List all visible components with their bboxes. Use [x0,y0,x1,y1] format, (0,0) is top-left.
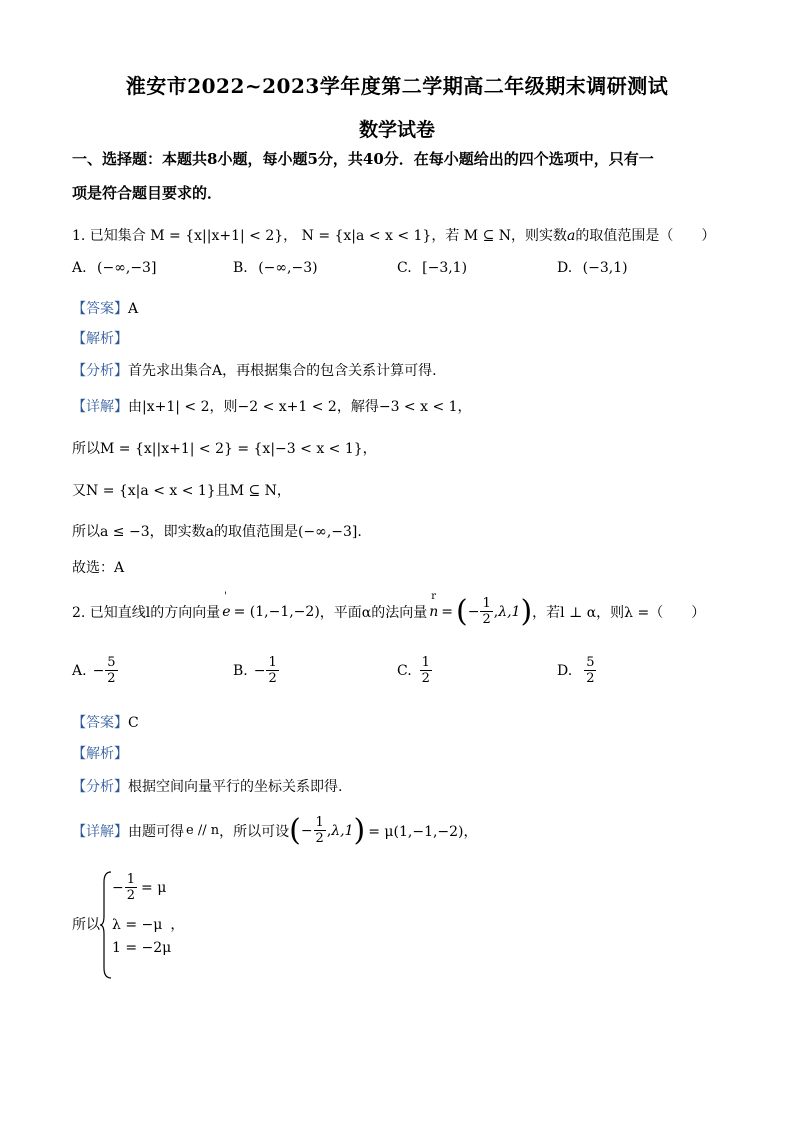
q2-answer-label: 【答案】 [72,715,128,731]
q1-answer [72,298,138,318]
q2-detail-mid: ，所以可设 [219,823,290,840]
q2-mid: ，平面α的法向量 [319,604,428,621]
q2-option-d [557,655,597,686]
q2-answer-value: C [128,715,139,731]
q2-n-rest: ,λ,1 [493,603,521,620]
q2-option-b [233,655,280,686]
q2-system-fraction: $\frac{1}{2}$ [126,872,136,903]
q1-detail-line2: 所以M = {x||x+1| < 2} = {x|−3 < x < 1}， [72,441,377,457]
q2-system [72,870,272,980]
q1-answer-label: 【答案】 [72,301,128,317]
q2-detail-prefix: 由题可得 [128,823,184,840]
q2-system-line1-rest: = μ [141,879,167,896]
q1-detail-1: 由|x+1| < 2，则−2 < x+1 < 2，解得−3 < x < 1， [128,399,472,415]
q2-option-a-sign: − [92,662,105,679]
q2-system-line2: λ = −μ ， [112,917,185,933]
left-paren-icon: ( [289,812,301,848]
q2-option-a [72,655,119,686]
q2-prefix: 2. 已知直线l的方向向量 [72,604,221,621]
right-paren-icon: ) [353,812,366,848]
q1-choose: 故选：A [72,560,125,576]
right-paren-icon: ) [520,593,533,629]
q2-parallel: e // n [186,823,220,838]
q2-stem [72,590,706,629]
q1-set-m: M = {x||x+1| < 2} [150,228,284,244]
q2-e-value: = (1,−1,−2) [233,603,320,620]
q2-detail-rest: ,λ,1 [326,822,354,839]
q2-option-a-letter: A. [72,662,87,679]
q1-condition: M ⊆ N [463,228,512,244]
q2-fenxi [72,776,342,796]
vector-arrow-icon: r [431,590,437,602]
page-subtitle: 数学试卷 [358,119,435,141]
q1-option-b-letter: B. [233,260,248,276]
q2-analysis [72,743,128,763]
q2-option-c-letter: C. [397,662,412,679]
q2-detail-label: 【详解】 [72,823,128,840]
q1-detail-line4: 所以a ≤ −3，即实数a的取值范围是(−∞,−3]. [72,524,362,540]
q2-vec-e: ' e [222,590,231,620]
left-paren-icon: ( [456,593,468,629]
q2-n-eq: = [441,603,454,620]
q1-detail-label: 【详解】 [72,399,128,415]
q2-detail: 【详解】 由题可得 e // n ，所以可设 ( − $\frac{1}{2}$ ,λ,1 ) = μ(1,−1,−2)， [72,812,478,848]
q1-detail-line3: 又N = {x|a < x < 1}且M ⊆ N， [72,483,291,499]
q1-sep: ， [283,228,298,244]
q1-answer-value: A [128,301,139,317]
q2-n-fraction: $\frac{1}{2}$ [482,596,491,627]
q2-so-label: 所以 [72,917,100,933]
q1-fenxi-text: 首先求出集合A，再根据集合的包含关系计算可得. [128,363,437,379]
q1-suffix: 的取值范围是（ ） [575,228,716,244]
q1-analysis-label: 【解析】 [72,331,128,347]
q1-option-c-letter: C. [397,260,412,276]
q1-option-b [233,260,318,276]
q1-option-a-letter: A. [72,260,87,276]
q2-option-b-sign: − [253,662,266,679]
left-brace-icon [100,870,112,980]
q2-option-d-frac: $\frac{5}{2}$ [586,655,595,686]
q1-option-d-letter: D. [557,260,573,276]
vector-arrow-icon: ' [224,590,228,602]
q2-detail-fraction: $\frac{1}{2}$ [315,815,324,846]
q1-option-c [397,260,467,276]
q1-set-n: N = {x|a < x < 1} [301,228,432,244]
q1-stem [72,225,715,245]
q1-mid2: ，则实数 [511,228,568,244]
page-title: 淮安市2022~2023学年度第二学期高二年级期末调研测试 [125,74,669,98]
q2-system-line1: − $\frac{1}{2}$ = μ [112,872,167,903]
q1-mid: ，若 [431,228,460,244]
section-heading-line2: 项是符合题目要求的． [72,184,223,202]
q2-detail-mu: = μ(1,−1,−2)， [368,823,478,840]
q2-vec-n: r n [429,590,439,620]
q2-fenxi-label: 【分析】 [72,779,128,795]
q1-option-a-value: (−∞,−3] [97,260,157,276]
q1-var: a [567,228,576,244]
q2-minus: − [467,603,480,620]
q2-suffix: ，若l ⊥ α，则λ =（ ） [532,604,706,621]
q1-fenxi [72,360,437,380]
q2-option-a-frac: $\frac{5}{2}$ [107,655,116,686]
q1-option-d-value: (−3,1) [582,260,628,276]
q2-option-d-letter: D. [557,662,573,679]
q1-option-a [72,260,156,276]
q1-detail [72,396,472,416]
section-heading-line1: 一、选择题：本题共8小题，每小题5分，共40分．在每小题给出的四个选项中，只有一 [72,150,654,168]
q1-option-d [557,260,628,276]
q2-option-c [397,655,433,686]
q1-prefix: 1. 已知集合 [72,228,146,244]
q2-option-c-frac: $\frac{1}{2}$ [421,655,430,686]
q1-option-c-value: [−3,1) [422,260,468,276]
q2-option-b-letter: B. [233,662,248,679]
q2-fenxi-text: 根据空间向量平行的坐标关系即得. [128,779,343,795]
q2-option-b-frac: $\frac{1}{2}$ [268,655,277,686]
q1-option-b-value: (−∞,−3) [258,260,318,276]
q1-fenxi-label: 【分析】 [72,363,128,379]
q2-analysis-label: 【解析】 [72,746,128,762]
q2-answer [72,712,139,732]
q2-system-line3: 1 = −2μ [112,940,172,956]
q1-analysis [72,328,128,348]
